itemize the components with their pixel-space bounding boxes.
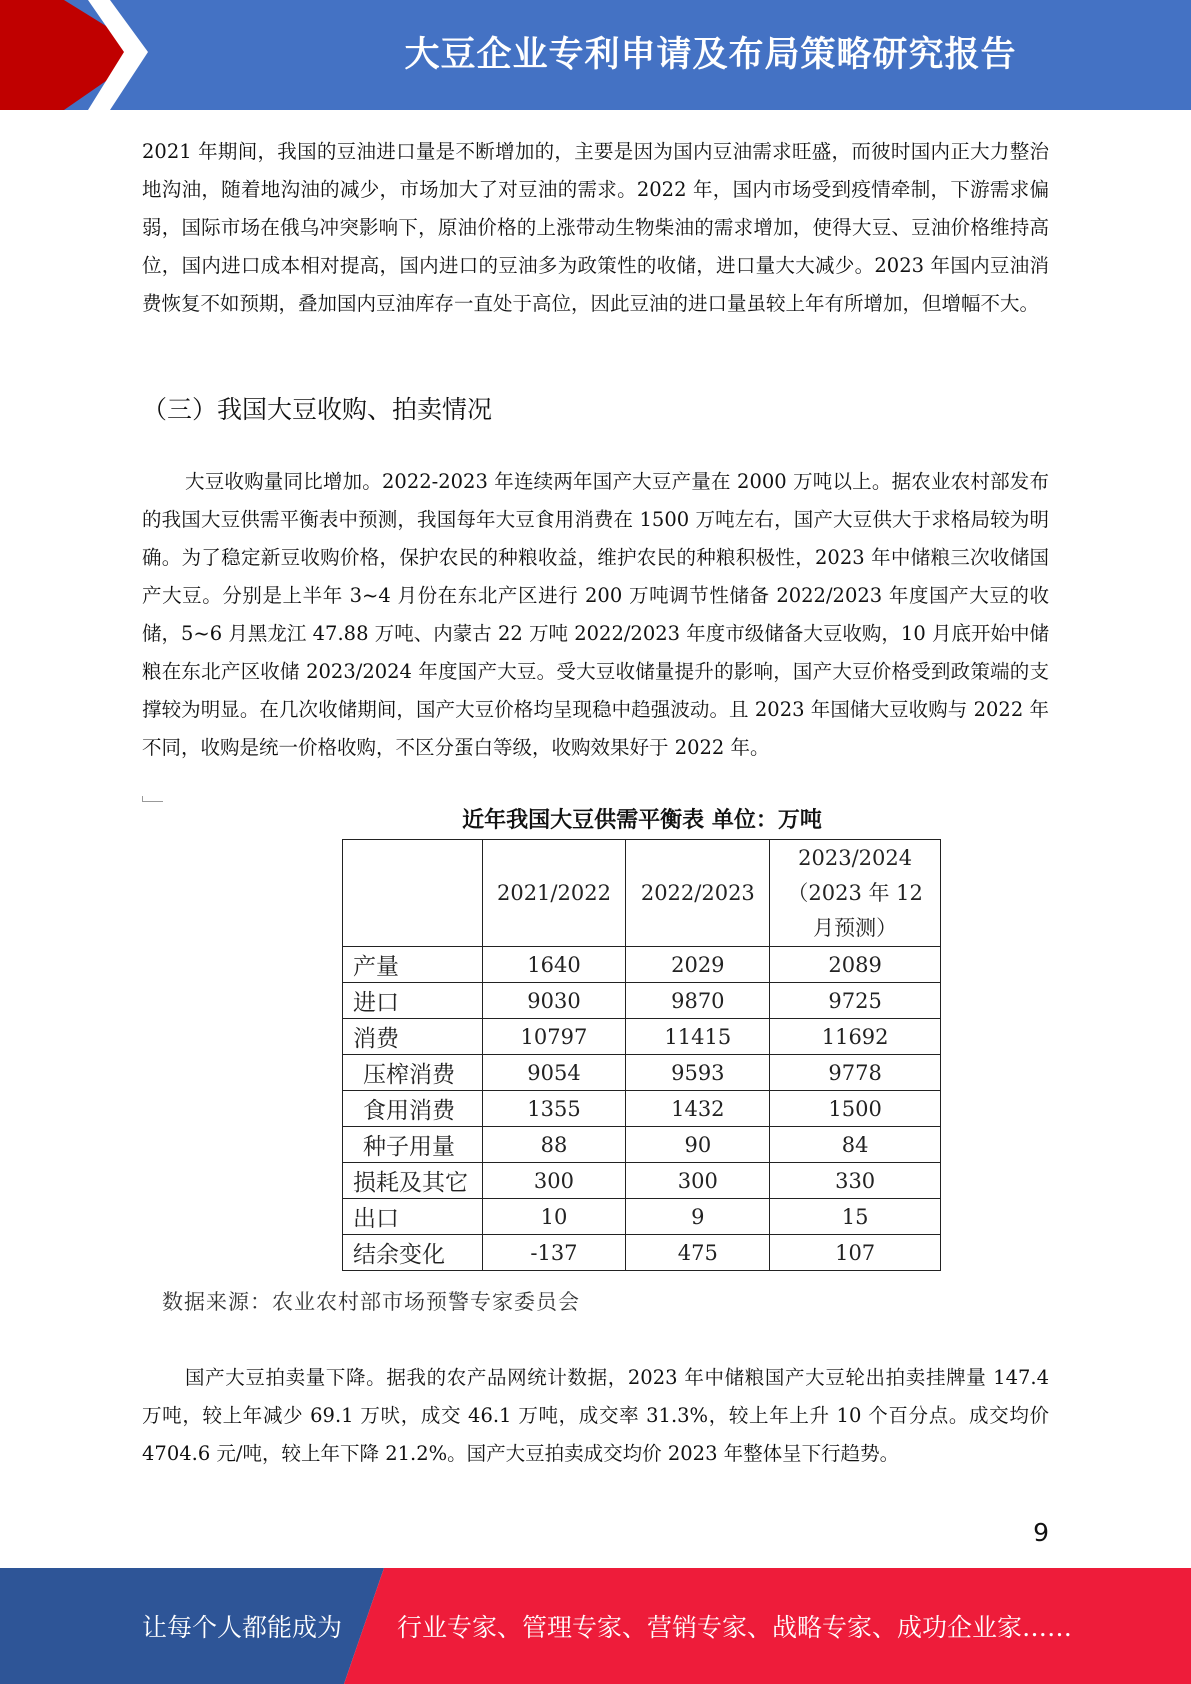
table-cell: 11692 (770, 1019, 941, 1055)
table-header-cell-forecast (770, 840, 941, 947)
row-label: 食用消费 (343, 1091, 483, 1127)
table-cell: 88 (482, 1127, 626, 1163)
page-number: 9 (1033, 1518, 1049, 1547)
table-header-row (343, 840, 941, 947)
table-cell: 2089 (770, 947, 941, 983)
table-cell: 9 (626, 1199, 770, 1235)
table-cell: 300 (626, 1163, 770, 1199)
row-label: 进口 (343, 983, 483, 1019)
row-label: 出口 (343, 1199, 483, 1235)
table-cell: 9870 (626, 983, 770, 1019)
table-row (343, 1055, 941, 1091)
table-cell: 9054 (482, 1055, 626, 1091)
table-cell: 15 (770, 1199, 941, 1235)
table-row (343, 983, 941, 1019)
table-header-cell: 2021/2022 (482, 840, 626, 947)
row-label: 种子用量 (343, 1127, 483, 1163)
supply-demand-table (342, 839, 941, 1271)
table-row (343, 1163, 941, 1199)
footer-slogan-right: 行业专家、管理专家、营销专家、战略专家、成功企业家…… (397, 1613, 1073, 1642)
table-row (343, 1019, 941, 1055)
table-row (343, 1235, 941, 1271)
table-cell: 330 (770, 1163, 941, 1199)
table-cell: 107 (770, 1235, 941, 1271)
table-cell: -137 (482, 1235, 626, 1271)
table-cell: 475 (626, 1235, 770, 1271)
table-cell: 11415 (626, 1019, 770, 1055)
row-label: 压榨消费 (343, 1055, 483, 1091)
table-cell: 1432 (626, 1091, 770, 1127)
report-title: 大豆企业专利申请及布局策略研究报告 (404, 35, 1017, 75)
table-row (343, 1199, 941, 1235)
row-label: 消费 (343, 1019, 483, 1055)
table-header-cell (343, 840, 483, 947)
table-cell: 300 (482, 1163, 626, 1199)
header-line: 2023/2024 (798, 845, 913, 870)
paragraph-soy-oil-imports: 2021 年期间，我国的豆油进口量是不断增加的，主要是因为国内豆油需求旺盛，而彼时国内正大力整治地沟油，随着地沟油的减少，市场加大了对豆油的需求。2022 年，国内市场受到疫情牵制，下游需求偏弱，国际市场在俄乌冲突影响下，原油价格的上涨带动生物柴油的需求增加，使得大豆、豆油价格维持高位，国内进口成本相对提高，国内进口的豆油多为政策性的收储，进口量大大减少。2023 年国内豆油消费恢复不如预期，叠加国内豆油库存一直处于高位，因此豆油的进口量虽较上年有所增加，但增幅不大。 (142, 140, 1049, 315)
table-cell: 10797 (482, 1019, 626, 1055)
section-heading: （三）我国大豆收购、拍卖情况 (142, 395, 493, 424)
paragraph-soy-purchase: 大豆收购量同比增加。2022-2023 年连续两年国产大豆产量在 2000 万吨以上。据农业农村部发布的我国大豆供需平衡表中预测，我国每年大豆食用消费在 1500 万吨左右，国产大豆供大于求格局较为明确。为了稳定新豆收购价格，保护农民的种粮收益，维护农民的种粮积极性，2023 年中储粮三次收储国产大豆。分别是上半年 3~4 月份在东北产区进行 200 万吨调节性储备 2022/2023 年度国产大豆的收储，5~6 月黑龙江 47.88 万吨、内蒙古 22 万吨 2022/2023 年度市级储备大豆收购，10 月底开始中储粮在东北产区收储 2023/2024 年度国产大豆。受大豆收储量提升的影响，国产大豆价格受到政策端的支撑较为明显。在几次收储期间，国产大豆价格均呈现稳中趋强波动。且 2023 年国储大豆收购与 2022 年不同，收购是统一价格收购，不区分蛋白等级，收购效果好于 2022 年。 (142, 470, 1049, 759)
corner-mark (142, 796, 163, 802)
table-cell: 90 (626, 1127, 770, 1163)
table-cell: 84 (770, 1127, 941, 1163)
header-line: 月预测） (813, 915, 898, 940)
data-source-note: 数据来源：农业农村部市场预警专家委员会 (162, 1290, 580, 1314)
table-title: 近年我国大豆供需平衡表 单位：万吨 (462, 808, 822, 833)
header-line: （2023 年 12 (787, 880, 923, 905)
table-cell: 9778 (770, 1055, 941, 1091)
table-row (343, 1127, 941, 1163)
table-cell: 2029 (626, 947, 770, 983)
row-label: 损耗及其它 (343, 1163, 483, 1199)
footer-banner (0, 1568, 1191, 1684)
table-cell: 1500 (770, 1091, 941, 1127)
table-cell: 1640 (482, 947, 626, 983)
table-row (343, 1091, 941, 1127)
table-cell: 9030 (482, 983, 626, 1019)
row-label: 结余变化 (343, 1235, 483, 1271)
row-label: 产量 (343, 947, 483, 983)
paragraph-soy-auction: 国产大豆拍卖量下降。据我的农产品网统计数据，2023 年中储粮国产大豆轮出拍卖挂牌量 147.4 万吨，较上年减少 69.1 万吠，成交 46.1 万吨，成交率 31.3%，较上年上升 10 个百分点。成交均价 4704.6 元/吨，较上年下降 21.2%。国产大豆拍卖成交均价 2023 年整体呈下行趋势。 (142, 1366, 1049, 1465)
header-banner (0, 0, 1191, 110)
table-cell: 9593 (626, 1055, 770, 1091)
table-cell: 1355 (482, 1091, 626, 1127)
table-cell: 9725 (770, 983, 941, 1019)
table-row (343, 947, 941, 983)
table-cell: 10 (482, 1199, 626, 1235)
table-header-cell: 2022/2023 (626, 840, 770, 947)
footer-slogan-left: 让每个人都能成为 (142, 1613, 343, 1642)
